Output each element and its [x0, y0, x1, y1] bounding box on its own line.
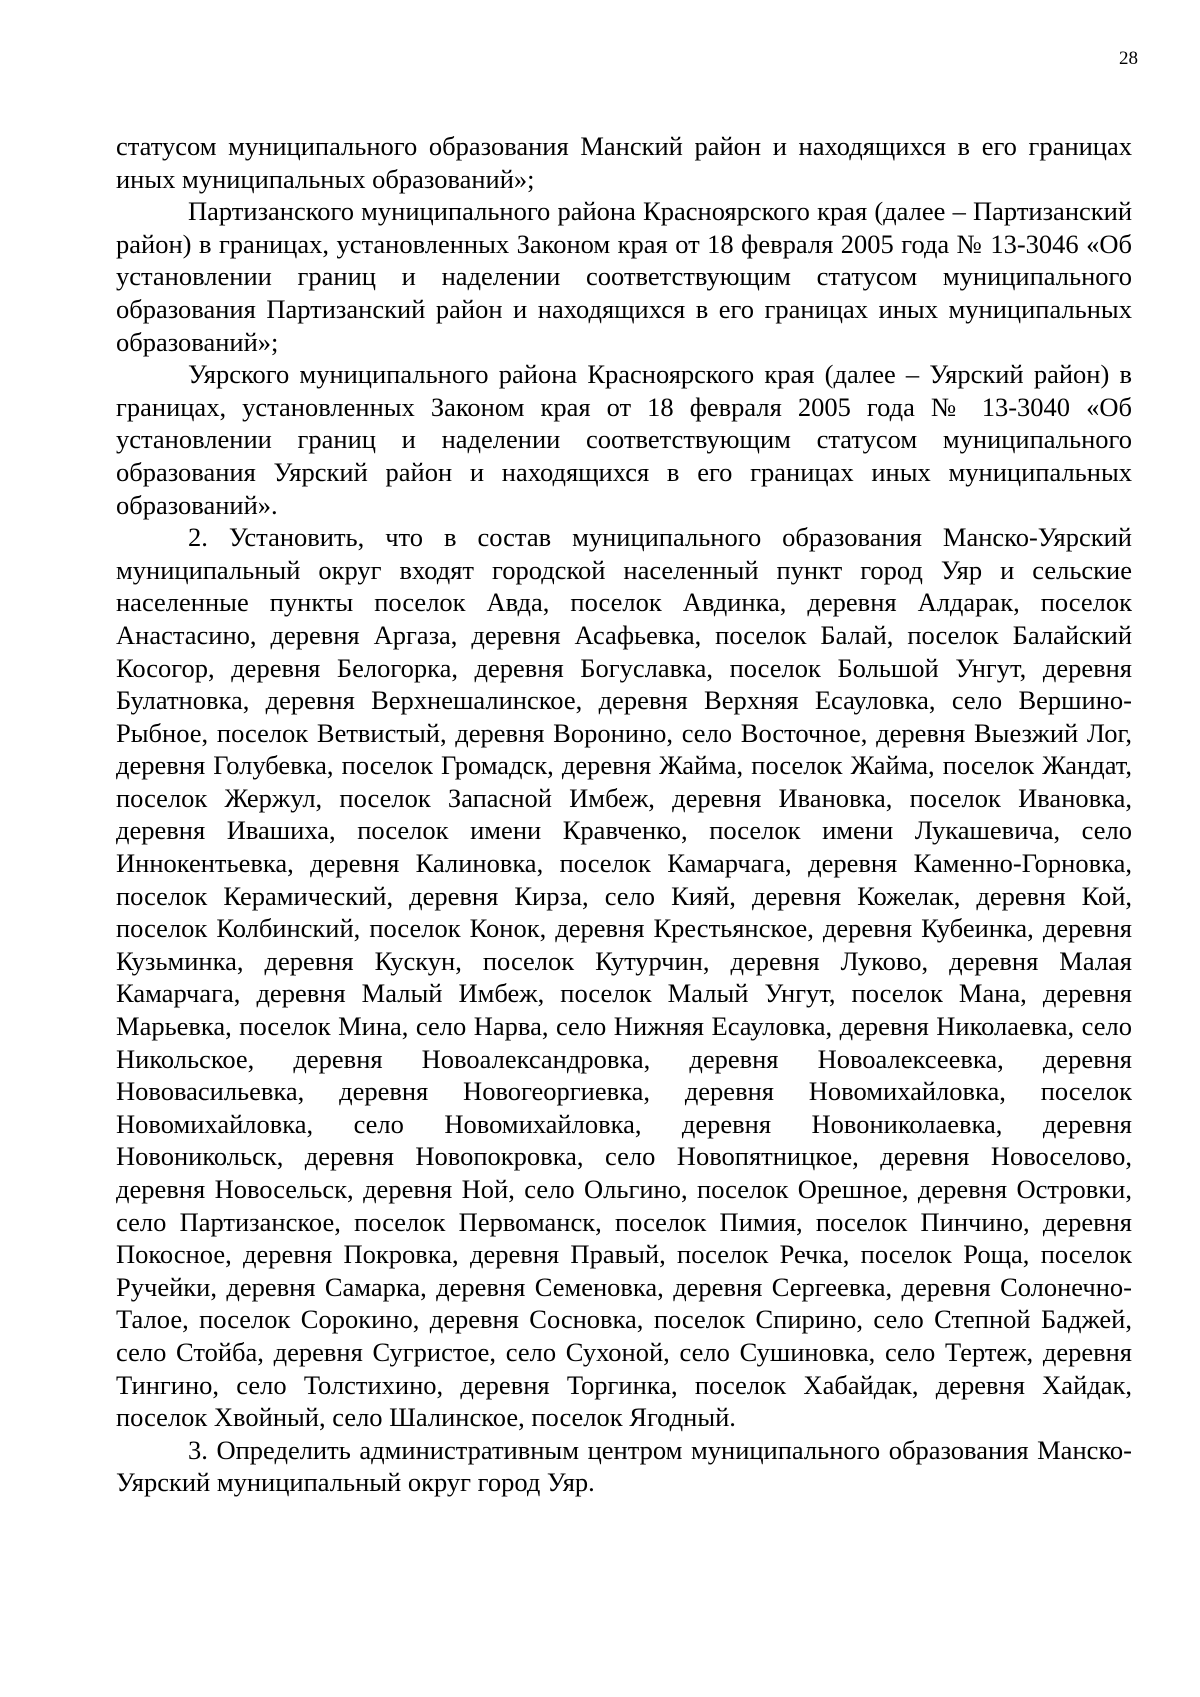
paragraph-administrative-center: 3. Определить административным центром муниципального образования Манско-Уярский муниципальный округ город Уяр. [116, 1434, 1132, 1498]
paragraph-manskiy-continuation: статусом муниципального образования Манский район и находящихся в его границах иных муниципальных образований»; [116, 131, 1132, 194]
paragraph-partizanskiy-district: Партизанского муниципального района Красноярского края (далее – Партизанский район) в границах, установленных Законом края от 18 февраля 2005 года № 13-3046 «Об установлении границ и наделении соответствующим статусом муниципального образования Партизанский район и находящихся в его границах иных муниципальных образований»; [116, 196, 1132, 357]
paragraph-uyarskiy-district: Уярского муниципального района Красноярского края (далее – Уярский район) в границах, установленных Законом края от 18 февраля 2005 года № 13-3040 «Об установлении границ и наделении соответствующим статусом муниципального образования Уярский район и находящихся в его границах иных муниципальных образований». [116, 359, 1132, 520]
page-number: 28 [1119, 48, 1138, 69]
document-body [116, 130, 1132, 1499]
paragraph-settlements-list: 2. Установить, что в состав муниципального образования Манско-Уярский муниципальный округ входят городской населенный пункт город Уяр и сельские населенные пункты поселок Авда, поселок Авдинка, деревня Алдарак, поселок Анастасино, деревня Аргаза, деревня Асафьевка, поселок Балай, поселок Балайский Косогор, деревня Белогорка, деревня Богуславка, поселок Большой Унгут, деревня Булатновка, деревня Верхнешалинское, деревня Верхняя Есауловка, село Вершино-Рыбное, поселок Ветвистый, деревня Воронино, село Восточное, деревня Выезжий Лог, деревня Голубевка, поселок Громадск, деревня Жайма, поселок Жайма, поселок Жандат, поселок Жержул, поселок Запасной Имбеж, деревня Ивановка, поселок Ивановка, деревня Ивашиха, поселок имени Кравченко, поселок имени Лукашевича, село Иннокентьевка, деревня Калиновка, поселок Камарчага, деревня Каменно-Горновка, поселок Керамический, деревня Кирза, село Кияй, деревня Кожелак, деревня Кой, поселок Колбинский, поселок Конок, деревня Крестьянское, деревня Кубеинка, деревня Кузьминка, деревня Кускун, поселок Кутурчин, деревня Луково, деревня Малая Камарчага, деревня Малый Имбеж, поселок Малый Унгут, поселок Мана, деревня Марьевка, поселок Мина, село Нарва, село Нижняя Есауловка, деревня Николаевка, село Никольское, деревня Новоалександровка, деревня Новоалексеевка, деревня Нововасильевка, деревня Новогеоргиевка, деревня Новомихайловка, поселок Новомихайловка, село Новомихайловка, деревня Новониколаевка, деревня Новоникольск, деревня Новопокровка, село Новопятницкое, деревня Новоселово, деревня Новосельск, деревня Ной, село Ольгино, поселок Орешное, деревня Островки, село Партизанское, поселок Первоманск, поселок Пимия, поселок Пинчино, деревня Покосное, деревня Покровка, деревня Правый, поселок Речка, поселок Роща, поселок Ручейки, деревня Самарка, деревня Семеновка, деревня Сергеевка, деревня Солонечно-Талое, поселок Сорокино, деревня Сосновка, поселок Спирино, село Степной Баджей, село Стойба, деревня Сугристое, село Сухоной, село Сушиновка, село Тертеж, деревня Тингино, село Толстихино, деревня Торгинка, поселок Хабайдак, деревня Хайдак, поселок Хвойный, село Шалинское, поселок Ягодный. [116, 522, 1132, 1433]
